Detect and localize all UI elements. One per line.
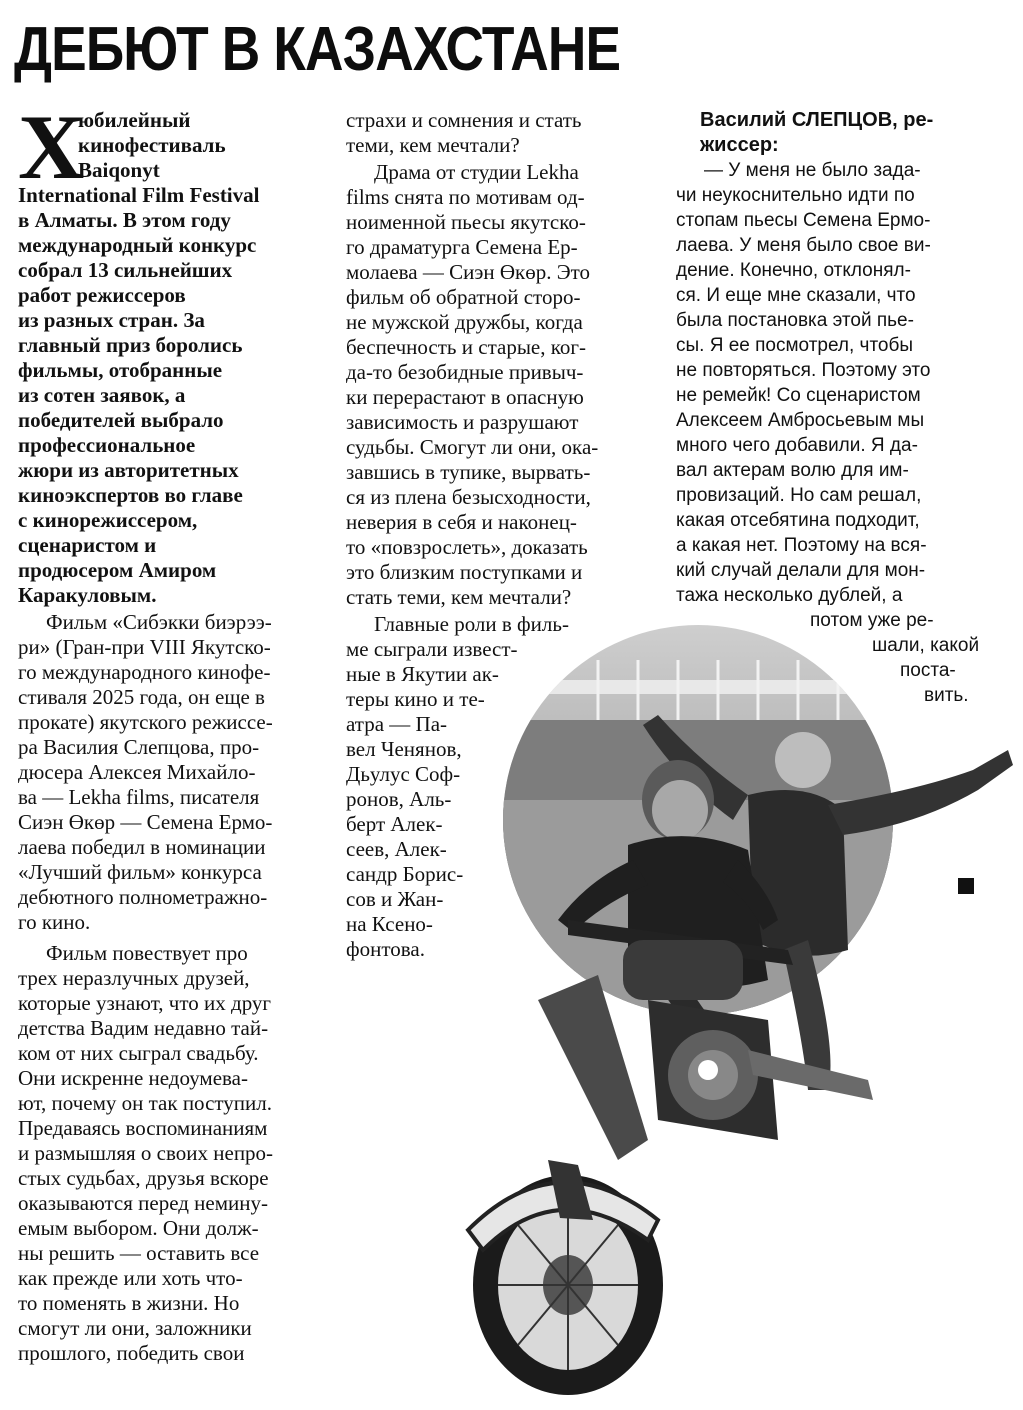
quote-line: не ремейк! Со сценаристом [676, 385, 921, 406]
lead-line: в Алматы. В этом году [18, 208, 231, 232]
lead-line: сценаристом и [18, 533, 157, 557]
text-line: Драма от студии Lekha [374, 160, 579, 184]
text-line: ны решить — оставить все [18, 1241, 260, 1265]
quote-line: много чего добавили. Я да- [676, 435, 918, 456]
paragraph-cast [346, 612, 650, 962]
text-line: ронов, Аль- [346, 787, 452, 811]
text-line: страхи и сомнения и стать [346, 108, 582, 132]
text-line: не мужской дружбы, когда [346, 310, 583, 334]
text-line: лаева победил в номинации [18, 835, 266, 859]
text-line: го драматурга Семена Ер- [346, 235, 578, 259]
quote-line: поста- [900, 660, 956, 681]
end-of-article-mark [958, 878, 974, 894]
text-line: Дьулус Соф- [346, 762, 461, 786]
text-line: ком от них сыграл свадьбу. [18, 1041, 259, 1065]
column-1 [18, 96, 318, 1366]
text-line: беспечность и старые, ког- [346, 335, 586, 359]
lead-line: из разных стран. За [18, 308, 205, 332]
text-line: фильм об обратной сторо- [346, 285, 581, 309]
lead-line: фильмы, отобранные [18, 358, 223, 382]
quote-line: потом уже ре- [810, 610, 934, 631]
headline: ДЕБЮТ В КАЗАХСТАНЕ [14, 15, 621, 84]
lead-line: Baiqonyt [78, 158, 160, 182]
text-line: завшись в тупике, вырвать- [346, 460, 591, 484]
text-line: ри» (Гран-при VIII Якутско- [18, 635, 271, 659]
text-line: сов и Жан- [346, 887, 444, 911]
quote-line: шали, какой [872, 635, 980, 656]
text-line: молаева — Сиэн Өкөр. Это [346, 260, 590, 284]
text-line: трех неразлучных друзей, [18, 966, 250, 990]
lead-line: Каракуловым. [18, 583, 157, 607]
text-line: судьбы. Смогут ли они, ока- [346, 435, 599, 459]
lead-line: главный приз боролись [18, 333, 243, 357]
text-line: films снята по мотивам од- [346, 185, 585, 209]
text-line: берт Алек- [346, 812, 443, 836]
text-line: Главные роли в филь- [374, 612, 569, 636]
paragraph-drama [346, 160, 650, 610]
quote-line: какая отсебятина подходит, [676, 510, 920, 531]
lead-line: победителей выбрало [18, 408, 224, 432]
quote-line: Алексеем Амбросьевым мы [676, 410, 925, 431]
text-line: неверия в себя и наконец- [346, 510, 577, 534]
text-line: то «повзрослеть», доказать [346, 535, 588, 559]
text-line: да-то безобидные привыч- [346, 360, 584, 384]
quote-line: вал актерам волю для им- [676, 460, 909, 481]
quote-line: тажа несколько дублей, а [676, 585, 903, 606]
column-3 [676, 108, 980, 708]
text-line: ки перерастают в опасную [346, 385, 584, 409]
quote-line: ся. И еще мне сказали, что [676, 285, 916, 306]
lead-line: продюсером Амиром [18, 558, 217, 582]
text-line: сандр Борис- [346, 862, 464, 886]
text-line: то поменять в жизни. Но [18, 1291, 240, 1315]
text-line: атра — Па- [346, 712, 448, 736]
text-line: оказываются перед немину- [18, 1191, 269, 1215]
lead-paragraph [18, 96, 318, 608]
text-line: го международного кинофе- [18, 660, 271, 684]
text-line: стиваля 2025 года, он еще в [18, 685, 265, 709]
byline-line: жиссер: [700, 134, 779, 156]
lead-line: профессиональное [18, 433, 196, 457]
text-line: фонтова. [346, 937, 425, 961]
text-line: Они искренне недоумева- [18, 1066, 248, 1090]
text-line: ноименной пьесы якутско- [346, 210, 586, 234]
text-line: теры кино и те- [346, 687, 485, 711]
quote-line: сы. Я ее посмотрел, чтобы [676, 335, 914, 356]
column-2 [346, 108, 650, 962]
quote-line: — У меня не было зада- [704, 160, 921, 181]
lead-line: юбилейный [78, 108, 191, 132]
quote-line: стопам пьесы Семена Ермо- [676, 210, 931, 231]
text-line: и размышляя о своих непро- [18, 1141, 274, 1165]
lead-line: международный конкурс [18, 233, 257, 257]
text-line: емым выбором. Они долж- [18, 1216, 259, 1240]
quote-line: кий случай делали для мон- [676, 560, 926, 581]
text-line: ра Василия Слепцова, про- [18, 735, 260, 759]
text-line: дебютного полнометражно- [18, 885, 268, 909]
text-line: детства Вадим недавно тай- [18, 1016, 269, 1040]
text-line: ва — Lekha films, писателя [18, 785, 260, 809]
text-line: на Ксено- [346, 912, 433, 936]
text-line: смогут ли они, заложники [18, 1316, 252, 1340]
text-line: дюсера Алексея Михайло- [18, 760, 256, 784]
quote-line: провизаций. Но сам решал, [676, 485, 922, 506]
quote-line: не повторяться. Поэтому это [676, 360, 931, 381]
text-line: как прежде или хоть что- [18, 1266, 243, 1290]
text-line: которые узнают, что их друг [18, 991, 272, 1015]
text-line: теми, кем мечтали? [346, 133, 520, 157]
text-line: Фильм повествует про [46, 941, 248, 965]
lead-line: с кинорежиссером, [18, 508, 198, 532]
drop-cap: Х [18, 96, 85, 198]
text-line: ные в Якутии ак- [346, 662, 499, 686]
quote-line: чи неукоснительно идти по [676, 185, 915, 206]
text-line: Сиэн Өкөр — Семена Ермо- [18, 810, 273, 834]
paragraph-plot [18, 941, 318, 1366]
text-line: Фильм «Сибэкки биэрээ- [46, 610, 272, 634]
text-line: ме сыграли извест- [346, 637, 518, 661]
lead-line: собрал 13 сильнейших [18, 258, 233, 282]
text-line: го кино. [18, 910, 91, 934]
byline-line: Василий СЛЕПЦОВ, ре- [700, 109, 934, 131]
lead-line: работ режиссеров [18, 283, 186, 307]
text-line: Предаваясь воспоминаниям [18, 1116, 268, 1140]
lead-line: International Film Festival [18, 183, 260, 207]
lead-line: жюри из авторитетных [18, 458, 239, 482]
text-line: сеев, Алек- [346, 837, 447, 861]
quote-line: дение. Конечно, отклонял- [676, 260, 911, 281]
paragraph-award [18, 610, 318, 935]
lead-line: кинофестиваль [78, 133, 226, 157]
text-line: «Лучший фильм» конкурса [18, 860, 262, 884]
text-line: вел Ченянов, [346, 737, 462, 761]
text-line: ся из плена безысходности, [346, 485, 591, 509]
text-line: ют, почему он так поступил. [18, 1091, 273, 1115]
quote-line: лаева. У меня было свое ви- [676, 235, 931, 256]
text-line: стать теми, кем мечтали? [346, 585, 572, 609]
text-line: это близким поступками и [346, 560, 583, 584]
byline [676, 108, 976, 158]
text-line: прошлого, победить свои [18, 1341, 245, 1365]
lead-line: из сотен заявок, а [18, 383, 186, 407]
text-line: прокате) якутского режиссе- [18, 710, 273, 734]
quote [676, 158, 980, 708]
text-line: стых судьбах, друзья вскоре [18, 1166, 269, 1190]
quote-line: вить. [924, 685, 969, 706]
quote-line: была постановка этой пье- [676, 310, 914, 331]
quote-line: а какая нет. Поэтому на вся- [676, 535, 927, 556]
paragraph-continuation [346, 108, 650, 158]
text-line: зависимость и разрушают [346, 410, 579, 434]
lead-line: киноэкспертов во главе [18, 483, 243, 507]
